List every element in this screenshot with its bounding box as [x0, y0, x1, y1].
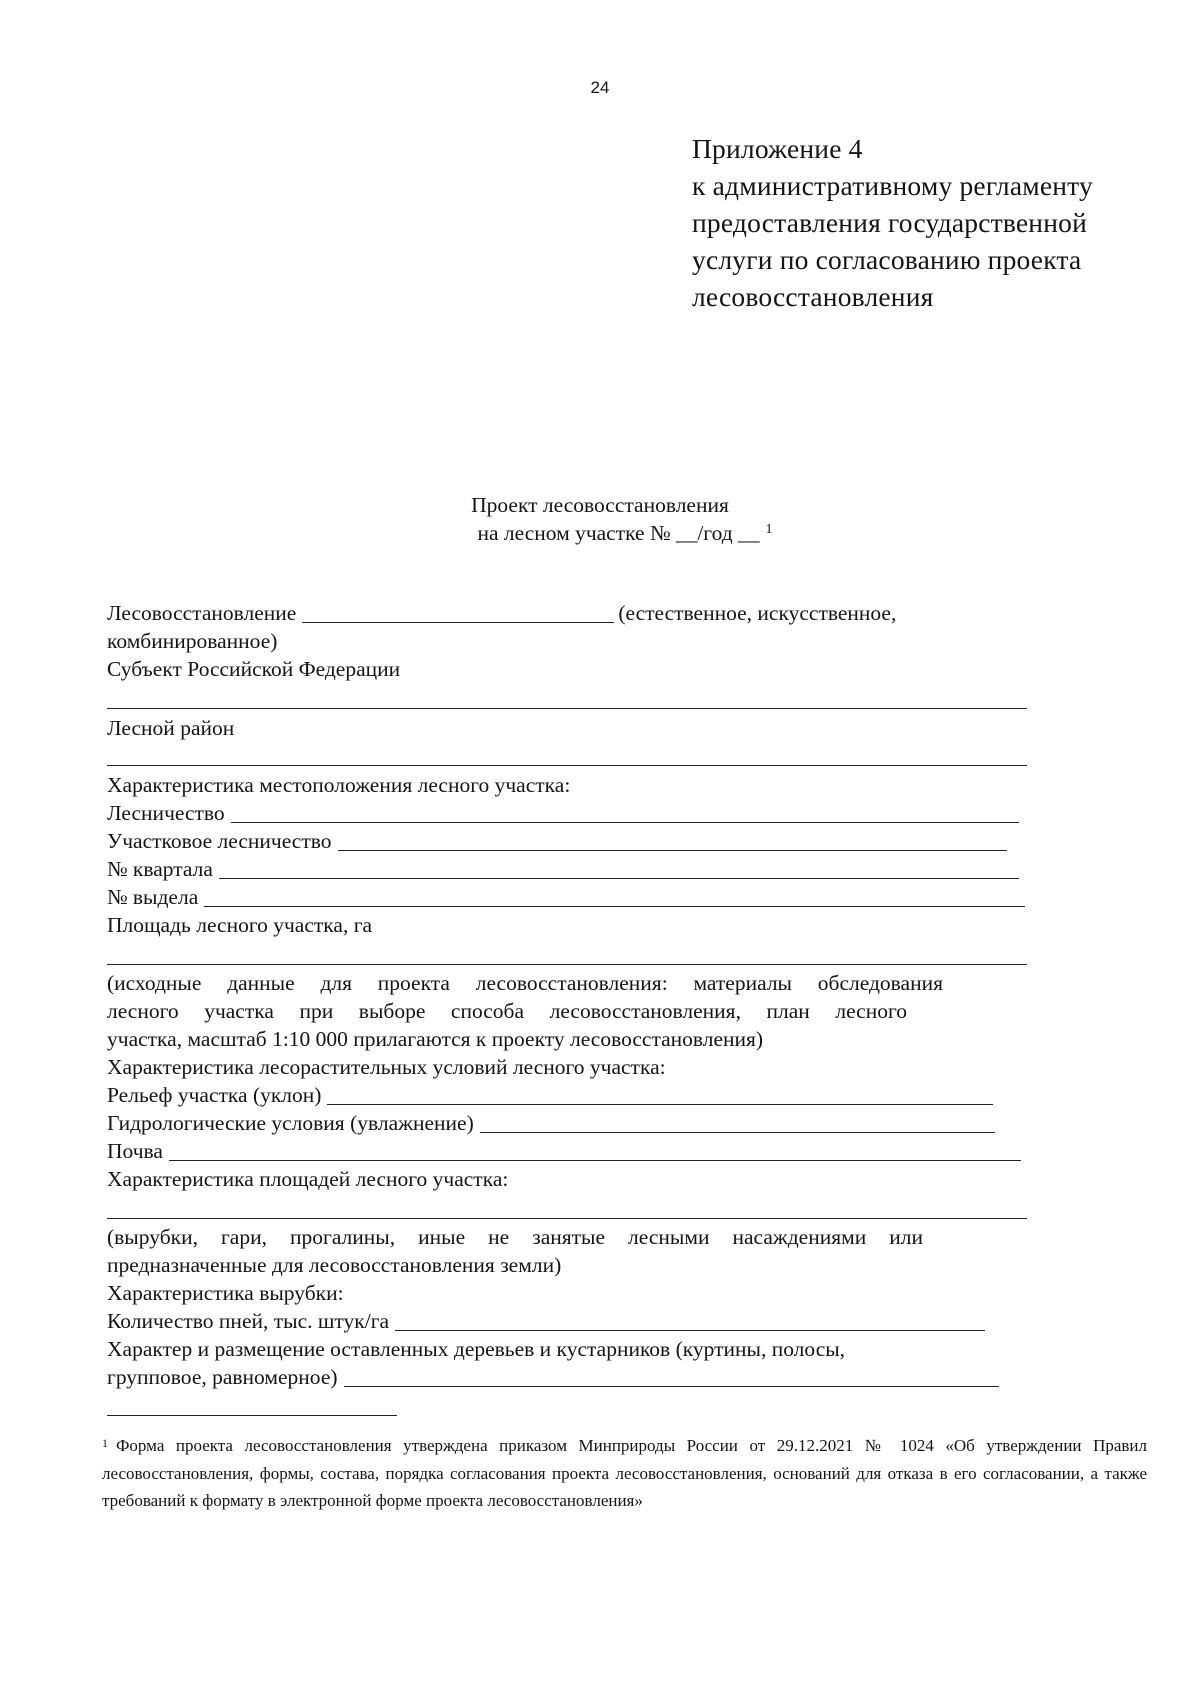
appendix-line: лесовосстановления: [692, 281, 934, 312]
trees-label-cont: групповое, равномерное): [107, 1365, 338, 1389]
appendix-header: [692, 130, 1172, 315]
relief-field[interactable]: [327, 1084, 993, 1105]
trees-field[interactable]: [344, 1366, 999, 1387]
area-field[interactable]: [107, 964, 1027, 965]
allotment-label: № выдела: [107, 885, 199, 909]
source-note: (исходные данные для проекта лесовосстановления: материалы обследования: [107, 971, 943, 995]
district-forestry-row: [107, 828, 1011, 854]
hydro-row: [107, 1110, 999, 1136]
areas-note: предназначенные для лесовосстановления земли): [107, 1253, 562, 1277]
stumps-field[interactable]: [395, 1310, 985, 1331]
allotment-field[interactable]: [204, 886, 1025, 907]
reforestation-options-cont: комбинированное): [107, 629, 278, 653]
footnote: [102, 1432, 1147, 1515]
forestry-row: [107, 800, 1023, 826]
allotment-row: [107, 884, 1029, 910]
areas-field[interactable]: [107, 1218, 1027, 1219]
trees-row: [107, 1364, 1003, 1390]
location-heading: Характеристика местоположения лесного участка:: [107, 773, 571, 797]
conditions-heading: Характеристика лесорастительных условий лесного участка:: [107, 1055, 666, 1079]
footnote-text: Форма проекта лесовосстановления утверждена приказом Минприроды России от 29.12.2021 № 1024 «Об утверждении Правил лесовосстановления, формы, состава, порядка согласования проекта лесовосстановления, оснований для отказа в его согласовании, а также требований к формату в электронной форме проекта лесовосстановления»: [102, 1436, 1147, 1510]
reforestation-type-row: [107, 600, 987, 626]
footnote-reference[interactable]: 1: [765, 522, 773, 537]
soil-field[interactable]: [169, 1140, 1021, 1161]
areas-heading: Характеристика площадей лесного участка:: [107, 1167, 509, 1191]
appendix-line: Приложение 4: [692, 133, 863, 164]
reforestation-options: (естественное, искусственное,: [618, 601, 897, 625]
footnote-mark: 1: [102, 1436, 108, 1450]
forestry-label: Лесничество: [107, 801, 225, 825]
area-label: Площадь лесного участка, га: [107, 913, 373, 937]
source-note: лесного участка при выборе способа лесовосстановления, план лесного: [107, 999, 907, 1023]
areas-note: (вырубки, гари, прогалины, иные не занятые лесными насаждениями или: [107, 1225, 923, 1249]
soil-row: [107, 1138, 1025, 1164]
title-line-2: [0, 519, 1200, 547]
source-note: участка, масштаб 1:10 000 прилагаются к проекту лесовосстановления): [107, 1027, 764, 1051]
trees-label: Характер и размещение оставленных деревьев и кустарников (куртины, полосы,: [107, 1337, 846, 1361]
soil-label: Почва: [107, 1139, 163, 1163]
footnote-separator: [107, 1415, 397, 1416]
forest-district-field[interactable]: [107, 765, 1027, 766]
subject-label: Субъект Российской Федерации: [107, 657, 401, 681]
document-title: [0, 491, 1200, 547]
reforestation-label: Лесовосстановление: [107, 601, 297, 625]
quarter-label: № квартала: [107, 857, 213, 881]
appendix-line: к административному регламенту: [692, 170, 1093, 201]
title-line-1: Проект лесовосстановления: [471, 493, 729, 517]
quarter-row: [107, 856, 1023, 882]
relief-row: [107, 1082, 997, 1108]
title-project-number: на лесном участке № __/год __: [477, 521, 760, 545]
appendix-line: услуги по согласованию проекта: [692, 244, 1082, 275]
reforestation-type-field[interactable]: [302, 602, 614, 623]
forest-district-label: Лесной район: [107, 716, 235, 740]
relief-label: Рельеф участка (уклон): [107, 1083, 322, 1107]
stumps-row: [107, 1308, 989, 1334]
forestry-field[interactable]: [231, 802, 1019, 823]
appendix-line: предоставления государственной: [692, 207, 1088, 238]
quarter-field[interactable]: [219, 858, 1019, 879]
cutting-heading: Характеристика вырубки:: [107, 1281, 344, 1305]
district-forestry-label: Участковое лесничество: [107, 829, 332, 853]
hydro-field[interactable]: [480, 1112, 995, 1133]
page-number: 24: [590, 78, 610, 97]
subject-field[interactable]: [107, 708, 1027, 709]
district-forestry-field[interactable]: [338, 830, 1007, 851]
hydro-label: Гидрологические условия (увлажнение): [107, 1111, 474, 1135]
stumps-label: Количество пней, тыс. штук/га: [107, 1309, 390, 1333]
